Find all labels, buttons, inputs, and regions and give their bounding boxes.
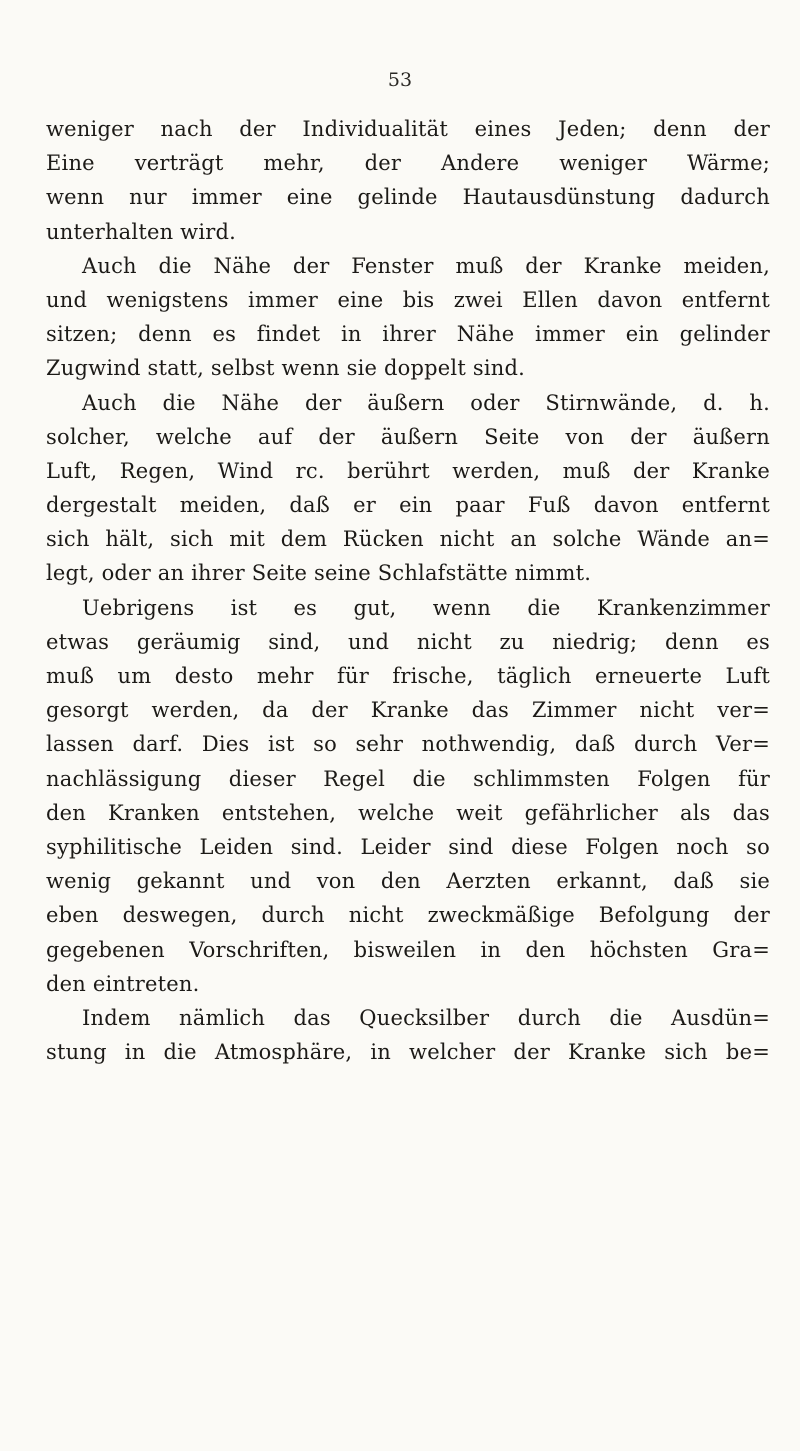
text-line: Luft, Regen, Wind rc. berührt werden, muß der Kranke <box>46 458 770 483</box>
text-line: eben deswegen, durch nicht zweckmäßige Befolgung der <box>46 903 770 928</box>
text-line: gegebenen Vorschriften, bisweilen in den höchsten Gra= <box>46 937 770 962</box>
text-line: Auch die Nähe der äußern oder Stirnwände, d. h. <box>82 390 770 415</box>
text-line: wenig gekannt und von den Aerzten erkannt, daß sie <box>46 869 770 894</box>
text-line: den eintreten. <box>46 971 200 996</box>
text-line: wenn nur immer eine gelinde Hautausdünstung dadurch <box>46 185 770 210</box>
text-line: Indem nämlich das Quecksilber durch die Ausdün= <box>82 1005 770 1030</box>
text-line: nachlässigung dieser Regel die schlimmsten Folgen für <box>46 766 770 791</box>
text-line: lassen darf. Dies ist so sehr nothwendig, daß durch Ver= <box>46 732 770 757</box>
text-line: Eine verträgt mehr, der Andere weniger Wärme; <box>46 151 770 176</box>
text-line: syphilitische Leiden sind. Leider sind diese Folgen noch so <box>46 834 770 859</box>
text-line: Zugwind statt, selbst wenn sie doppelt sind. <box>46 356 526 381</box>
text-line: legt, oder an ihrer Seite seine Schlafstätte nimmt. <box>46 561 592 586</box>
text-line: und wenigstens immer eine bis zwei Ellen davon entfernt <box>46 287 770 312</box>
text-line: unterhalten wird. <box>46 219 237 244</box>
text-line: sich hält, sich mit dem Rücken nicht an solche Wände an= <box>46 527 770 552</box>
body-text <box>46 112 770 1069</box>
page-number: 53 <box>387 69 413 91</box>
text-line: gesorgt werden, da der Kranke das Zimmer nicht ver= <box>46 698 770 723</box>
text-line: dergestalt meiden, daß er ein paar Fuß davon entfernt <box>46 493 770 518</box>
text-line: etwas geräumig sind, und nicht zu niedrig; denn es <box>46 629 770 654</box>
text-line: solcher, welche auf der äußern Seite von der äußern <box>46 424 770 449</box>
text-line: Uebrigens ist es gut, wenn die Krankenzimmer <box>82 595 770 620</box>
text-line: stung in die Atmosphäre, in welcher der Kranke sich be= <box>46 1040 770 1065</box>
text-line: sitzen; denn es findet in ihrer Nähe immer ein gelinder <box>46 322 770 347</box>
text-line: weniger nach der Individualität eines Jeden; denn der <box>46 117 770 141</box>
text-line: den Kranken entstehen, welche weit gefährlicher als das <box>46 800 770 825</box>
text-line: Auch die Nähe der Fenster muß der Kranke meiden, <box>82 253 770 278</box>
text-line: muß um desto mehr für frische, täglich erneuerte Luft <box>46 664 770 688</box>
